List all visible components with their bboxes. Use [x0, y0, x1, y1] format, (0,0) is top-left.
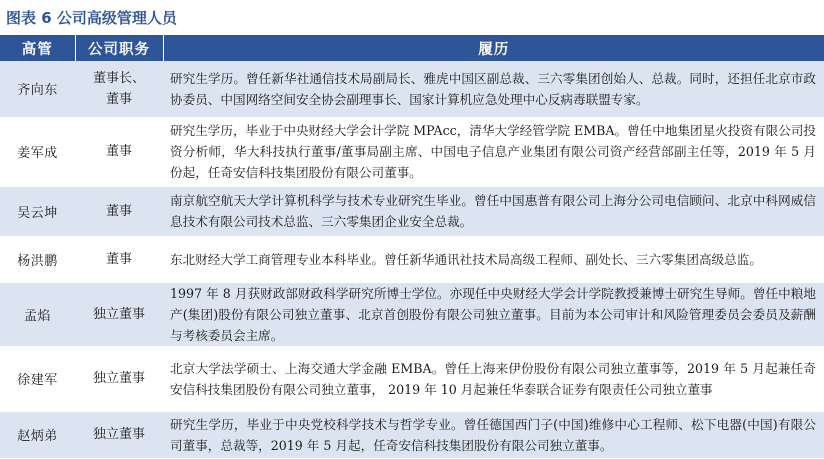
executive-name: 孟焰: [23, 308, 51, 324]
executive-name: 吴云坤: [17, 205, 58, 221]
position-line: 董事: [105, 91, 132, 107]
executive-position: [75, 61, 163, 117]
table-row: [0, 346, 824, 411]
executive-resume: 南京航空航天大学计算机科学与技术专业研究生毕业。曾任中国惠普有限公司上海分公司电信顾问、北京中科网威信息技术有限公司技术总监、三六零集团企业安全总裁。: [170, 193, 816, 229]
cropped-header-fragment: [404, 0, 408, 5]
position-line: 独立董事: [92, 306, 145, 322]
executive-name: 杨洪鹏: [17, 253, 58, 269]
table-header-row: [0, 35, 824, 61]
executive-position: [75, 411, 163, 458]
position-line: 董事长、: [92, 70, 145, 86]
table-row: [0, 117, 824, 186]
position-line: 独立董事: [92, 427, 145, 442]
table-row: [0, 61, 824, 117]
table-caption: 图表 6 公司高级管理人员: [6, 9, 177, 27]
executive-resume: 研究生学历，毕业于中央财经大学会计学院 MPAcc，清华大学经管学院 EMBA。曾任中地集团星火投资有限公司投资分析师，华大科技执行董事/董事局副主席、中国电子信息产业集团有限公司资产经营部副主任等，2019 年 5 月份起，任奇安信科技集团股份有限公司董事。: [170, 123, 816, 180]
table-row: [0, 186, 824, 236]
executive-position: [75, 346, 163, 411]
executive-resume: 研究生学历，毕业于中央党校科学技术与哲学专业。曾任德国西门子(中国)维修中心工程师、松下电器(中国)有限公司董事，总裁等，2019 年 5 月起，任奇安信科技集团股份有限公司独立董事。: [170, 416, 816, 453]
executive-resume: 研究生学历。曾任新华社通信技术局副局长、雅虎中国区副总裁、三六零集团创始人、总裁。同时，还担任北京市政协委员、中国网络空间安全协会副理事长、国家计算机应急处理中心反病毒联盟专家。: [170, 70, 816, 107]
position-line: 董事: [105, 144, 132, 159]
executive-position: [75, 236, 163, 282]
executive-position: [75, 282, 163, 346]
table-row: [0, 236, 824, 282]
header-executive: 高管: [0, 35, 75, 61]
executive-resume: 北京大学法学硕士、上海交通大学金融 EMBA。曾任上海来伊份股份有限公司独立董事等，2019 年 5 月起兼任奇安信科技集团股份有限公司独立董事， 2019 年 10 月起兼任华泰联合证券有限责任公司独立董事: [170, 360, 816, 397]
executive-resume: 1997 年 8 月获财政部财政科学研究所博士学位。亦现任中央财经大学会计学院教授兼博士研究生导师。曾任中粮地产(集团)股份有限公司独立董事、北京首创股份有限公司独立董事。目前为本公司审计和风险管理委员会委员及薪酬与考核委员会主席。: [170, 285, 816, 343]
executive-resume: 东北财经大学工商管理专业本科毕业。曾任新华通讯社技术局高级工程师、副处长、三六零集团高级总监。: [170, 251, 762, 267]
position-line: 董事: [105, 203, 132, 219]
position-line: 独立董事: [92, 371, 145, 386]
executive-name: 赵炳弟: [17, 429, 58, 444]
table-row: [0, 411, 824, 458]
executive-name: 齐向东: [17, 83, 58, 99]
table-row: [0, 282, 824, 346]
executives-table: [0, 35, 824, 459]
position-line: 董事: [105, 251, 132, 267]
executive-name: 姜军成: [17, 146, 58, 161]
header-position: 公司职务: [75, 35, 163, 61]
executive-name: 徐建军: [17, 373, 58, 388]
header-resume: 履历: [478, 41, 510, 58]
executive-position: [75, 117, 163, 186]
executive-position: [75, 186, 163, 236]
